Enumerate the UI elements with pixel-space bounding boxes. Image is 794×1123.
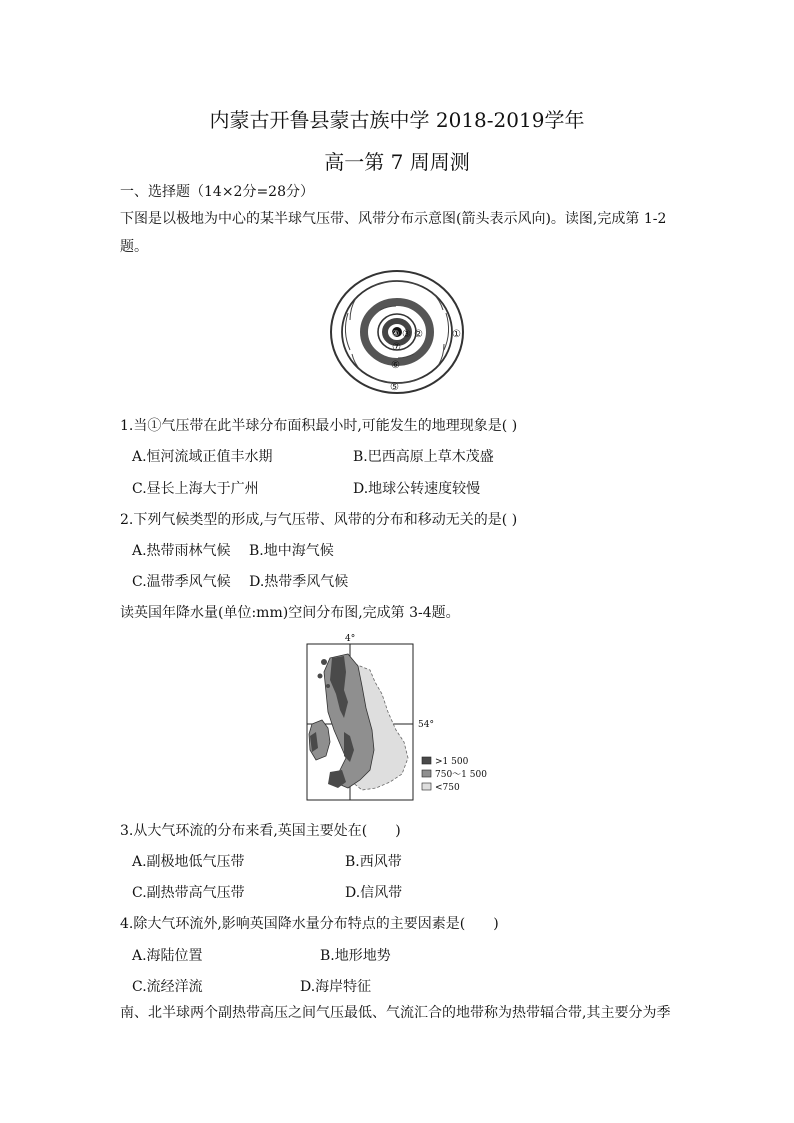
- legend-swatch-mid: [422, 770, 431, 777]
- intro-text-1-cont: 题。: [120, 239, 148, 255]
- section-heading: 一、选择题（14×2分=28分）: [120, 184, 314, 200]
- question-4-stem: 4.除大气环流外,影响英国降水量分布特点的主要因素是( ): [120, 916, 499, 932]
- legend-label-low: <750: [435, 783, 460, 793]
- intro-text-2: 读英国年降水量(单位:mm)空间分布图,完成第 3-4题。: [120, 605, 460, 621]
- longitude-label: 4°: [345, 634, 356, 644]
- question-3-option-d: D.信风带: [345, 885, 403, 901]
- question-2-options-cd: C.温带季风气候 D.热带季风气候: [132, 574, 349, 590]
- question-1-option-d: D.地球公转速度较慢: [353, 481, 481, 497]
- question-4-option-c: C.流经洋流: [132, 979, 203, 995]
- question-1-stem: 1.当①气压带在此半球分布面积最小时,可能发生的地理现象是( ): [120, 418, 518, 434]
- question-3-option-a: A.副极地低气压带: [132, 854, 245, 870]
- label-5: ⑤: [390, 382, 399, 393]
- legend-swatch-high: [422, 757, 431, 764]
- intro-text-3: 南、北半球两个副热带高压之间气压最低、气流汇合的地带称为热带辐合带,其主要分为季: [120, 1005, 671, 1021]
- question-3-option-c: C.副热带高气压带: [132, 885, 245, 901]
- question-3-stem: 3.从大气环流的分布来看,英国主要处在( ): [120, 823, 401, 839]
- question-4-option-b: B.地形地势: [320, 948, 391, 964]
- document-title: 内蒙古开鲁县蒙古族中学 2018-2019学年: [209, 108, 585, 132]
- question-1-option-b: B.巴西高原上草木茂盛: [353, 449, 494, 465]
- uk-precipitation-map: [300, 632, 500, 804]
- question-4-option-d: D.海岸特征: [300, 979, 372, 995]
- question-4-option-a: A.海陆位置: [132, 948, 203, 964]
- question-1-option-a: A.恒河流域正值丰水期: [132, 449, 273, 465]
- question-2-stem: 2.下列气候类型的形成,与气压带、风带的分布和移动无关的是( ): [120, 512, 518, 528]
- legend-label-high: >1 500: [435, 757, 469, 767]
- document-subtitle: 高一第 7 周周测: [324, 150, 470, 174]
- label-1: ①: [452, 329, 461, 340]
- label-6: ⑥: [391, 360, 400, 371]
- label-2: ②: [414, 329, 423, 340]
- latitude-label: 54°: [418, 720, 434, 730]
- question-3-option-b: B.西风带: [345, 854, 402, 870]
- pressure-belt-diagram: [328, 268, 470, 396]
- question-1-option-c: C.昼长上海大于广州: [132, 481, 259, 497]
- question-2-options-ab: A.热带雨林气候 B.地中海气候: [132, 543, 334, 559]
- label-4: ④: [392, 329, 400, 338]
- intro-text-1: 下图是以极地为中心的某半球气压带、风带分布示意图(箭头表示风向)。读图,完成第 1-2: [120, 211, 667, 227]
- legend-label-mid: 750～1 500: [435, 770, 487, 780]
- label-3: ③: [402, 329, 411, 340]
- legend-swatch-low: [422, 783, 431, 790]
- label-7: ⑦: [392, 342, 401, 353]
